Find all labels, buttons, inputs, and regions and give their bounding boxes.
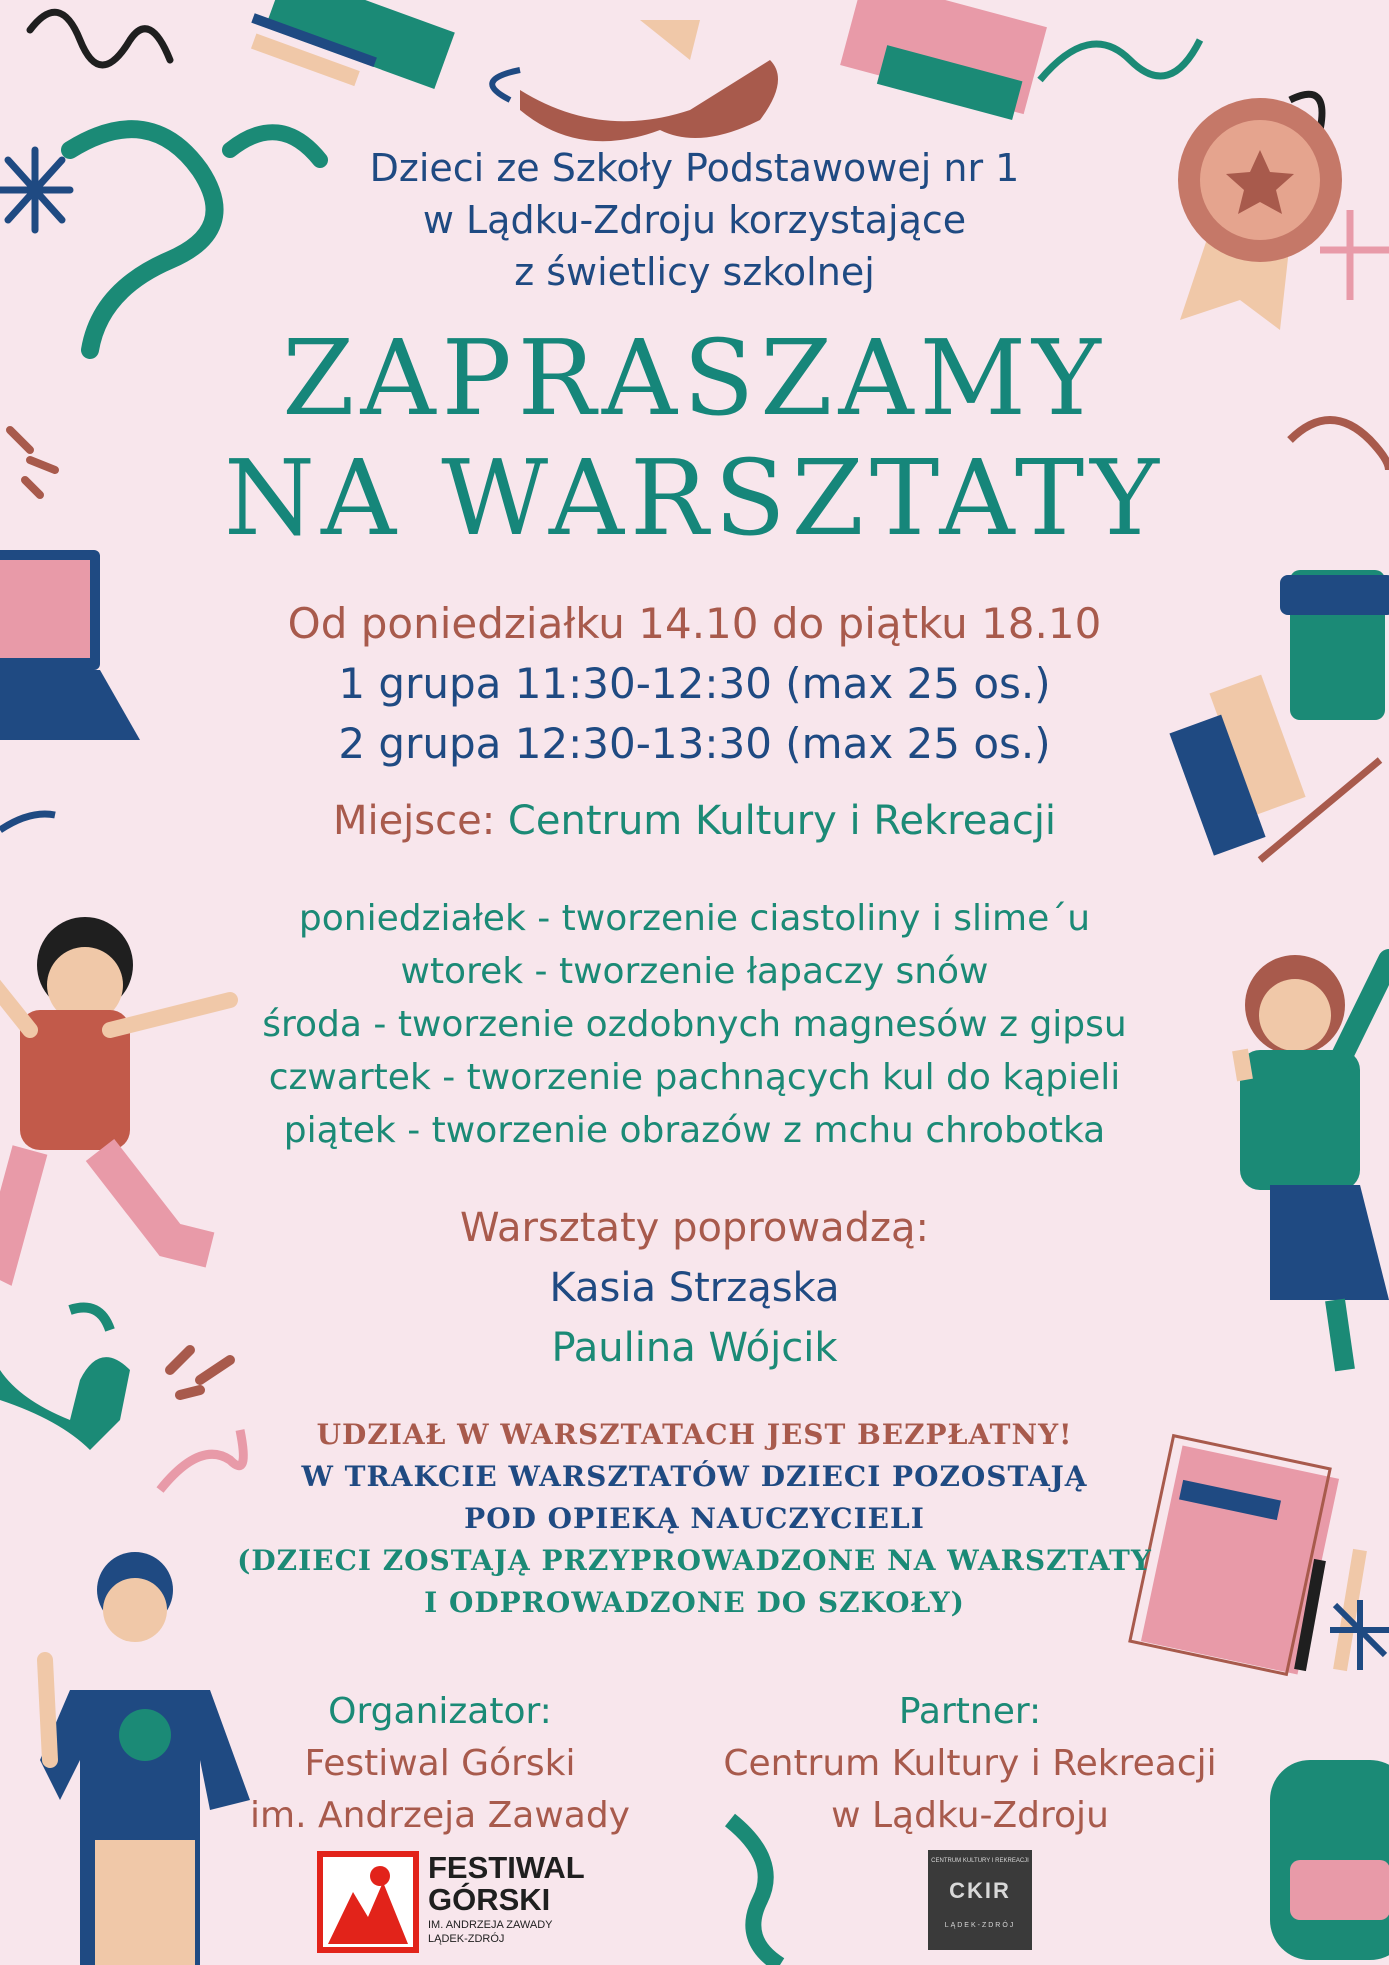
logo-text-line: IM. ANDRZEJA ZAWADY — [428, 1919, 553, 1931]
workshop-days — [0, 892, 1389, 1157]
workshop-day-item: czwartek - tworzenie pachnących kul do kąpieli — [268, 1057, 1121, 1098]
logo-text-line: CKIR — [949, 1878, 1011, 1903]
headline-line: NA WARSZTATY — [224, 437, 1165, 559]
logo-text-line: FESTIWAL — [428, 1850, 585, 1885]
intro-line: w Lądku-Zdroju korzystające — [422, 198, 967, 242]
schedule-group: 2 grupa 12:30-13:30 (max 25 os.) — [338, 719, 1051, 768]
logo-text — [428, 1852, 585, 1916]
place-label: Miejsce: — [332, 798, 496, 844]
ckir-logo — [928, 1850, 1032, 1950]
leaders — [0, 1198, 1389, 1378]
notice-line: W TRAKCIE WARSZTATÓW DZIECI POZOSTAJĄ — [301, 1460, 1088, 1493]
headline-line: ZAPRASZAMY — [282, 317, 1107, 439]
logo-subtext — [428, 1918, 552, 1946]
logo-text-line: LĄDEK-ZDRÓJ — [428, 1933, 505, 1945]
schedule-dates: Od poniedziałku 14.10 do piątku 18.10 — [287, 599, 1102, 648]
workshop-day-item: piątek - tworzenie obrazów z mchu chrobotka — [283, 1110, 1106, 1151]
intro-line: Dzieci ze Szkoły Podstawowej nr 1 — [369, 146, 1020, 190]
workshop-day-item: poniedziałek - tworzenie ciastoliny i slime´u — [298, 898, 1091, 939]
logo-mark-icon — [318, 1852, 418, 1952]
place — [0, 798, 1389, 844]
saxophone-icon — [492, 20, 778, 141]
organizer-line: Festiwal Górski — [304, 1743, 576, 1784]
organizer-label: Organizator: — [328, 1691, 552, 1732]
partner — [690, 1686, 1250, 1842]
leaders-label: Warsztaty poprowadzą: — [460, 1205, 929, 1251]
leader-name: Kasia Strząska — [549, 1265, 840, 1311]
notice-line: (DZIECI ZOSTAJĄ PRZYPROWADZONE NA WARSZTATY — [237, 1544, 1152, 1577]
notice — [0, 1414, 1389, 1624]
logo-text-line: GÓRSKI — [428, 1882, 551, 1917]
organizer — [220, 1686, 660, 1842]
backpack-icon — [1270, 1760, 1389, 1960]
partner-line: Centrum Kultury i Rekreacji — [723, 1743, 1217, 1784]
notice-line: POD OPIEKĄ NAUCZYCIELI — [464, 1502, 925, 1535]
festiwal-gorski-logo — [318, 1852, 598, 1952]
workshop-day-item: środa - tworzenie ozdobnych magnesów z gipsu — [262, 1004, 1127, 1045]
partner-label: Partner: — [898, 1691, 1042, 1732]
intro-line: z świetlicy szkolnej — [514, 250, 875, 294]
page-title — [0, 318, 1389, 558]
schedule — [0, 594, 1389, 774]
logo-text-line: CENTRUM KULTURY I REKREACJI — [931, 1858, 1029, 1864]
books-icon — [251, 0, 455, 89]
schedule-group: 1 grupa 11:30-12:30 (max 25 os.) — [338, 659, 1051, 708]
squiggle-doodle — [1040, 40, 1200, 80]
squiggle-doodle — [30, 12, 170, 65]
intro-text — [0, 142, 1389, 298]
organizer-line: im. Andrzeja Zawady — [250, 1795, 630, 1836]
partner-line: w Lądku-Zdroju — [831, 1795, 1109, 1836]
notice-line: UDZIAŁ W WARSZTATACH JEST BEZPŁATNY! — [316, 1418, 1073, 1451]
book-icon — [840, 0, 1047, 120]
notice-line: I ODPROWADZONE DO SZKOŁY) — [424, 1586, 965, 1619]
logo-text-line: LĄDEK-ZDRÓJ — [944, 1922, 1016, 1929]
workshop-day-item: wtorek - tworzenie łapaczy snów — [400, 951, 989, 992]
leader-name: Paulina Wójcik — [551, 1325, 838, 1371]
place-value: Centrum Kultury i Rekreacji — [507, 798, 1057, 844]
